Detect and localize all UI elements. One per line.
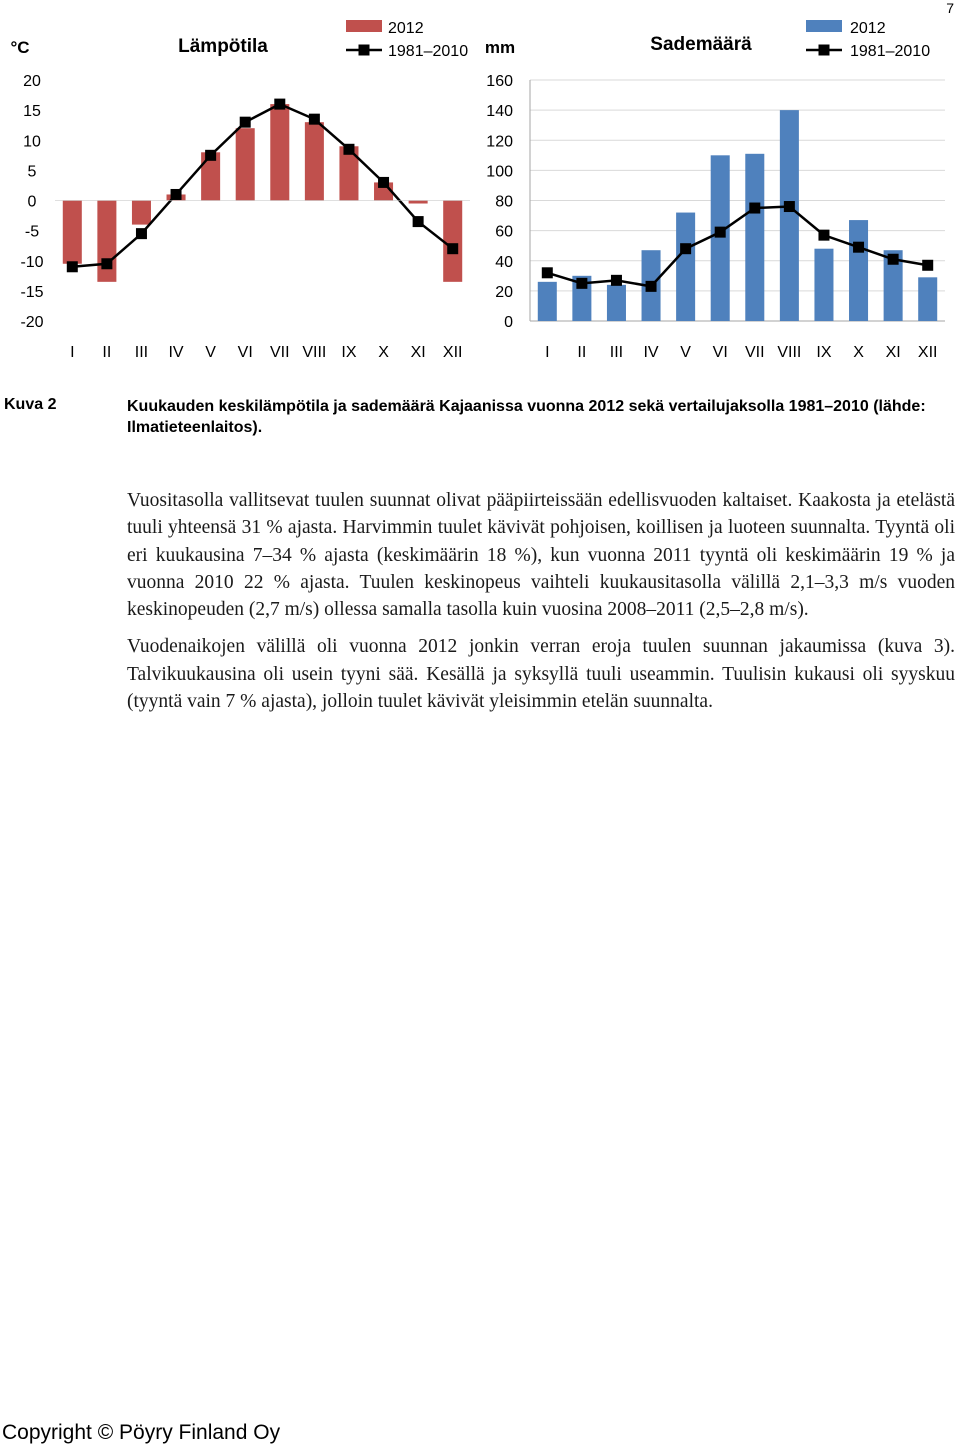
temperature-normal-marker-IV (171, 189, 182, 200)
precipitation-normal-marker-X (853, 242, 864, 253)
precipitation-normal-marker-VIII (784, 201, 795, 212)
temperature-normal-marker-VIII (309, 114, 320, 125)
climate-charts (0, 0, 960, 380)
temperature-normal-marker-II (101, 258, 112, 269)
precipitation-y-tick-label: 0 (504, 314, 513, 331)
precipitation-legend-line-label: 1981–2010 (850, 43, 931, 60)
precipitation-bar-V (676, 213, 695, 321)
precipitation-x-tick-label: X (853, 344, 864, 361)
temperature-normal-marker-III (136, 228, 147, 239)
figure-label: Kuva 2 (4, 396, 57, 413)
precipitation-y-tick-label: 40 (495, 253, 513, 271)
precipitation-x-tick-label: XI (885, 344, 901, 361)
temperature-bar-I (63, 201, 82, 264)
precipitation-legend-bar-label: 2012 (850, 20, 886, 37)
precipitation-x-tick-label: I (545, 344, 550, 361)
temperature-y-tick-label: -15 (20, 283, 44, 301)
temperature-bar-VII (270, 104, 289, 200)
precipitation-normal-marker-VII (749, 203, 760, 214)
precipitation-chart-title: Sademäärä (650, 34, 752, 55)
precipitation-normal-marker-V (680, 243, 691, 254)
temperature-unit-label: °C (10, 38, 30, 57)
temperature-x-tick-label: III (134, 344, 149, 361)
temperature-x-tick-label: II (102, 344, 112, 361)
precipitation-x-tick-label: III (609, 344, 624, 361)
temperature-normal-marker-X (378, 177, 389, 188)
precipitation-normal-line (547, 207, 927, 287)
precipitation-bar-III (607, 285, 626, 321)
temperature-y-tick-label: -5 (24, 223, 40, 241)
temperature-legend-bar-swatch (346, 20, 382, 32)
precipitation-normal-marker-I (542, 267, 553, 278)
temperature-y-tick-label: -20 (20, 314, 44, 331)
temperature-normal-marker-IX (343, 144, 354, 155)
temperature-y-tick-label: 5 (27, 163, 37, 181)
temperature-legend-line-label: 1981–2010 (388, 43, 469, 60)
precipitation-x-tick-label: VI (712, 344, 728, 361)
precipitation-y-tick-label: 80 (495, 193, 513, 211)
precipitation-y-tick-label: 60 (495, 223, 513, 241)
temperature-bar-XII (443, 201, 462, 282)
temperature-x-tick-label: XI (410, 344, 426, 361)
body-text (127, 487, 955, 725)
precipitation-bar-IX (814, 249, 833, 321)
temperature-y-tick-label: 15 (23, 103, 41, 121)
temperature-x-tick-label: V (205, 344, 216, 361)
precipitation-x-tick-label: XII (917, 344, 938, 361)
temperature-legend-line-marker (359, 45, 370, 56)
precipitation-normal-marker-II (576, 278, 587, 289)
temperature-normal-marker-V (205, 150, 216, 161)
temperature-normal-line (72, 104, 452, 267)
temperature-bar-XI (409, 201, 428, 204)
precipitation-normal-marker-XII (922, 260, 933, 271)
temperature-legend-bar-label: 2012 (388, 20, 424, 37)
precipitation-x-tick-label: VIII (777, 344, 802, 361)
copyright-footer: Copyright © Pöyry Finland Oy (2, 1421, 281, 1444)
temperature-normal-marker-XI (413, 216, 424, 227)
precipitation-bar-VI (711, 155, 730, 321)
paragraph-seasonal-wind: Vuodenaikojen välillä oli vuonna 2012 jonkin verran eroja tuulen suunnan jakaumissa (kuva 3). Talvikuukausina oli usein tyyni sää. Kesällä ja syksyllä tuuli useammin. Tuulisin kukausi oli syyskuu (tyyntä vain 7 % ajasta), jolloin tuulet kävivät yleisimmin etelän suunnalta. (127, 636, 955, 713)
temperature-x-tick-label: X (378, 344, 389, 361)
precipitation-normal-marker-VI (715, 227, 726, 238)
page-number: 7 (946, 0, 954, 16)
precipitation-unit-label: mm (484, 38, 516, 57)
figure-caption: Kuukauden keskilämpötila ja sademäärä Kajaanissa vuonna 2012 sekä vertailujaksolla 1981–2010 (lähde: Ilmatieteenlaitos). (127, 398, 926, 436)
precipitation-bar-I (538, 282, 557, 321)
precipitation-x-tick-label: II (577, 344, 587, 361)
precipitation-y-tick-label: 140 (486, 103, 513, 121)
temperature-x-tick-label: I (70, 344, 75, 361)
precipitation-bar-VII (745, 154, 764, 321)
precipitation-normal-marker-IV (646, 281, 657, 292)
precipitation-normal-marker-IX (818, 230, 829, 241)
temperature-x-tick-label: VII (270, 344, 290, 361)
precipitation-bar-XII (918, 277, 937, 321)
temperature-bar-VI (236, 128, 255, 200)
precipitation-y-tick-label: 20 (495, 283, 513, 301)
temperature-y-tick-label: 20 (23, 73, 41, 90)
precipitation-bar-VIII (780, 110, 799, 321)
temperature-normal-marker-I (67, 261, 78, 272)
precipitation-y-tick-label: 100 (486, 163, 513, 181)
temperature-bar-VIII (305, 122, 324, 200)
precipitation-normal-marker-III (611, 275, 622, 286)
temperature-x-tick-label: IX (341, 344, 357, 361)
temperature-bar-II (97, 201, 116, 282)
precipitation-legend-bar-swatch (806, 20, 842, 32)
temperature-normal-marker-XII (447, 243, 458, 254)
precipitation-x-tick-label: IV (643, 344, 659, 361)
temperature-normal-marker-VII (274, 99, 285, 110)
temperature-y-tick-label: -10 (20, 253, 44, 271)
temperature-normal-marker-VI (240, 117, 251, 128)
temperature-y-tick-label: 0 (27, 193, 37, 211)
temperature-y-tick-label: 10 (23, 133, 41, 151)
temperature-bar-III (132, 201, 151, 225)
temperature-x-tick-label: IV (168, 344, 184, 361)
temperature-chart-title: Lämpötila (178, 36, 268, 57)
precipitation-x-tick-label: V (680, 344, 691, 361)
precipitation-y-tick-label: 160 (486, 73, 513, 90)
temperature-x-tick-label: XII (442, 344, 463, 361)
temperature-x-tick-label: VI (237, 344, 253, 361)
temperature-x-tick-label: VIII (302, 344, 327, 361)
precipitation-normal-marker-XI (888, 254, 899, 265)
paragraph-wind-directions: Vuositasolla vallitsevat tuulen suunnat olivat pääpiirteissään edellisvuoden kaltaiset. Kaakosta ja etelästä tuuli yhteensä 31 % ajasta. Harvimmin tuulet kävivät pohjoisen, koillisen ja luoteen suunnalta. Tyyntä oli eri kuukausina 7–34 % ajasta (keskimäärin 18 %), kun vuonna 2011 tyyntä oli keskimäärin 19 % ja vuonna 2010 22 % ajasta. Tuulen keskinopeus vaihteli kuukausitasolla välillä 2,1–3,3 m/s vuoden keskinopeuden (2,7 m/s) ollessa samalla tasolla kuin vuosina 2008–2011 (2,5–2,8 m/s). (127, 490, 955, 621)
precipitation-x-tick-label: VII (745, 344, 765, 361)
precipitation-legend-line-marker (819, 45, 830, 56)
precipitation-bar-X (849, 220, 868, 321)
precipitation-y-tick-label: 120 (486, 133, 513, 151)
precipitation-x-tick-label: IX (816, 344, 832, 361)
